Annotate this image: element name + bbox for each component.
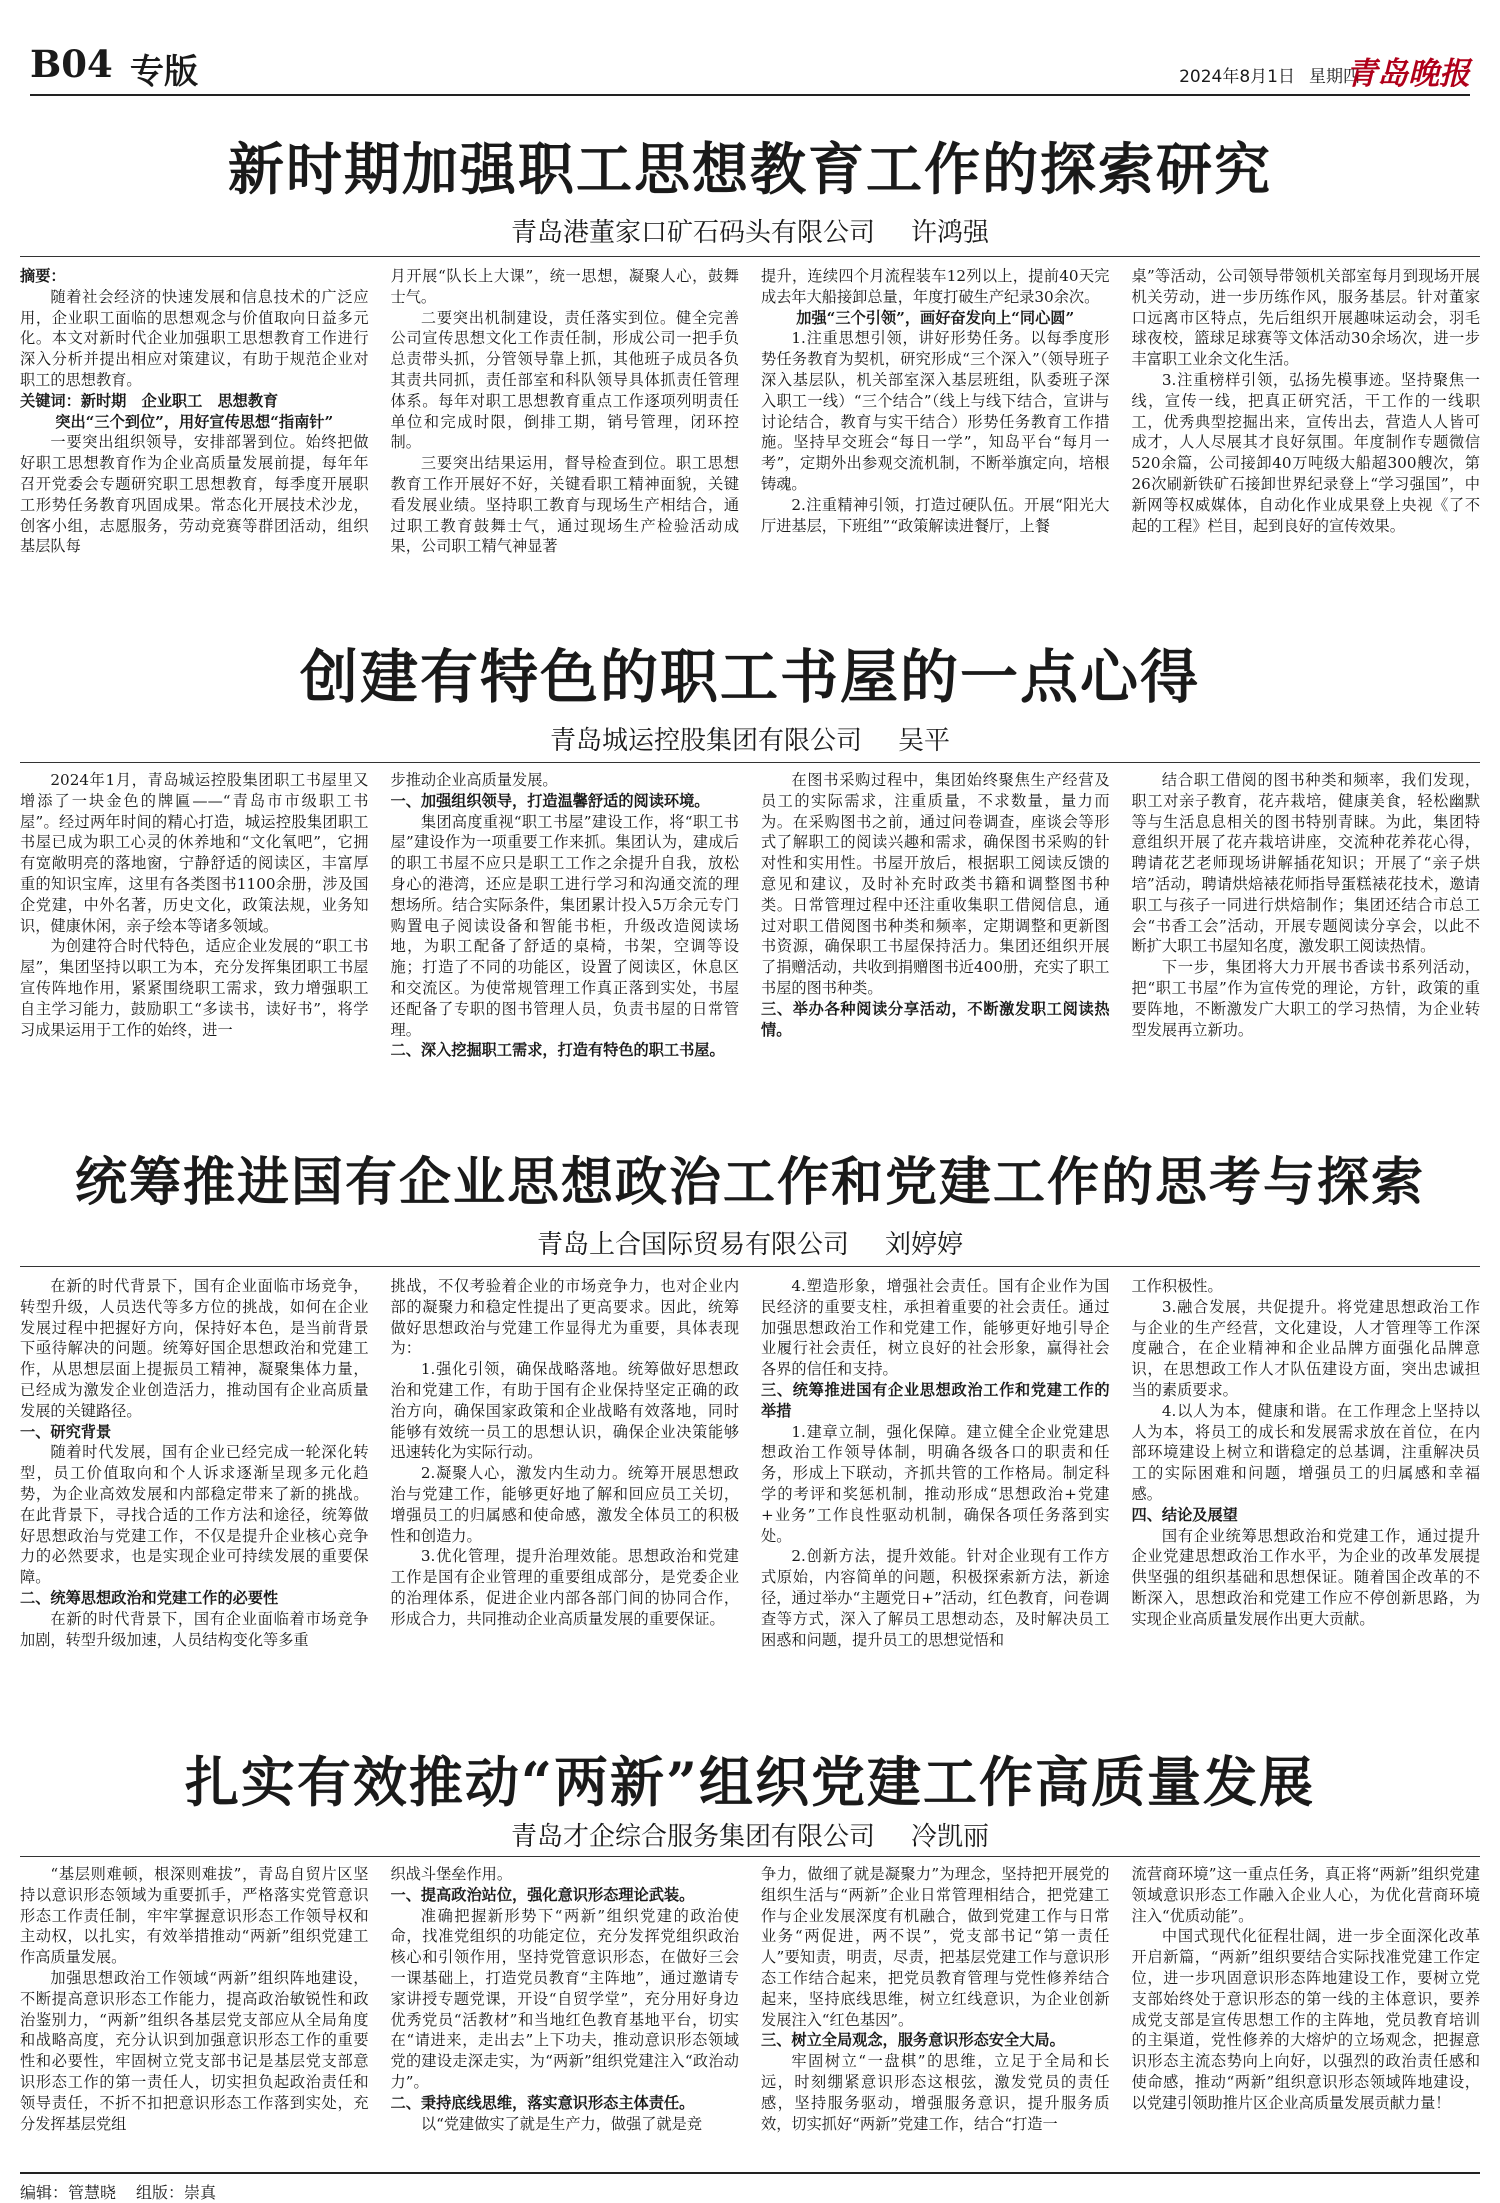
paragraph: 1.强化引领，确保战略落地。统筹做好思想政治和党建工作，有助于国有企业保持坚定正确的政治方向，确保国家政策和企业战略有效落地，同时能够有效统一员工的思想认识，确保企业决策能够迅速转化为实际行动。 [390, 1360, 739, 1462]
paragraph: 4.塑造形象，增强社会责任。国有企业作为国民经济的重要支柱，承担着重要的社会责任。通过加强思想政治工作和党建工作，能够更好地引导企业履行社会责任，树立良好的社会形象，赢得社会各界的信任和支持。 [761, 1277, 1110, 1379]
paragraph: 桌”等活动，公司领导带领机关部室每月到现场开展机关劳动，进一步历练作风，服务基层。针对董家口远离市区特点，先后组织开展趣味运动会，羽毛球夜校，篮球足球赛等文体活动30余场次，进一步丰富职工业余文化生活。 [1131, 267, 1480, 369]
article-1-author: 许鸿强 [911, 218, 990, 248]
article-2-column-2 [391, 770, 740, 1066]
subheading: 二、深入挖掘职工需求，打造有特色的职工书屋。 [390, 1041, 725, 1060]
page-code: B04 [30, 42, 113, 86]
article-1-byline [0, 212, 1500, 249]
paragraph: 1.建章立制，强化保障。建立健全企业党建思想政治工作领导体制，明确各级各口的职责和任务，形成上下联动，齐抓共管的工作格局。制定科学的考评和奖惩机制，推动形成“思想政治+党建+业务”工作良性驱动机制，确保各项任务落到实处。 [761, 1422, 1110, 1545]
article-3-rule [20, 1266, 1480, 1267]
paragraph: 国有企业统筹思想政治和党建工作，通过提升企业党建思想政治工作水平，为企业的改革发展提供坚强的组织基础和思想保证。随着国企改革的不断深入，思想政治和党建工作应不停创新思路，为实现企业高质量发展作出更大贡献。 [1131, 1526, 1480, 1628]
paragraph: 3.融合发展，共促提升。将党建思想政治工作与企业的生产经营，文化建设，人才管理等工作深度融合，在企业精神和企业品牌方面强化品牌意识，在思想政工作人才队伍建设方面，突出忠诚担当的素质要求。 [1131, 1297, 1480, 1399]
article-4-title: 扎实有效推动“两新”组织党建工作高质量发展 [184, 1750, 1316, 1814]
article-4-body [20, 1864, 1480, 2164]
paragraph: 工作积极性。 [1131, 1277, 1223, 1295]
paragraph: 在图书采购过程中，集团始终聚焦生产经营及员工的实际需求，注重质量，不求数量，量力而为。在采购图书之前，通过问卷调查，座谈会等形式了解职工的阅读兴趣和需求，确保图书采购的针对性和实用性。书屋开放后，根据职工阅读反馈的意见和建议，及时补充时政类书籍和调整图书种类。日常管理过程中还注重收集职工借阅信息，通过对职工借阅图书种类和频率，定期调整和更新图书资源，确保职工书屋保持活力。集团还组织开展了捐赠活动，共收到捐赠图书近400册，充实了职工书屋的图书种类。 [761, 771, 1110, 997]
article-2-rule [20, 762, 1480, 763]
article-1-column-2 [391, 266, 740, 562]
paragraph: 争力，做细了就是凝聚力”为理念，坚持把开展党的组织生活与“两新”企业日常管理相结合，把党建工作与企业发展深度有机融合，做到党建工作与日常业务“两促进，两不误”，党支部书记“第一责任人”要知责，明责，尽责，把基层党建工作与意识形态工作结合起来，把党员教育管理与党性修养结合起来，坚持底线思维，树立红线意识，为企业创新发展注入“红色基因”。 [761, 1865, 1110, 2029]
article-1-column-3 [761, 266, 1110, 562]
article-4-column-3 [761, 1864, 1110, 2164]
paragraph: 步推动企业高质量发展。 [390, 771, 558, 789]
article-3-body [20, 1276, 1480, 1714]
article-3-column-4 [1132, 1276, 1481, 1714]
paragraph: 2.凝聚人心，激发内生动力。统筹开展思想政治与党建工作，能够更好地了解和回应员工关切，增强员工的归属感和使命感，激发全体员工的积极性和创造力。 [390, 1464, 739, 1545]
paragraph: 在新的时代背景下，国有企业面临市场竞争，转型升级，人员迭代等多方位的挑战，如何在企业发展过程中把握好方向，保持好本色，是当前背景下亟待解决的问题。统筹好国企思想政治和党建工作，从思想层面上提振员工精神，凝聚集体力量，已经成为激发企业创造活力，推动国有企业高质量发展的关键路径。 [20, 1277, 369, 1420]
article-3-column-3 [761, 1276, 1110, 1714]
article-4-column-1 [20, 1864, 369, 2164]
paragraph: 摘要： [20, 267, 66, 285]
article-1-company: 青岛港董家口矿石码头有限公司 [510, 218, 875, 248]
article-1-rule [20, 256, 1480, 257]
section-name: 专版 [130, 52, 198, 92]
article-1-title: 新时期加强职工思想教育工作的探索研究 [228, 137, 1272, 203]
article-2-byline [0, 720, 1500, 757]
article-2-company: 青岛城运控股集团有限公司 [549, 726, 862, 756]
article-4-rule [20, 1856, 1480, 1857]
subheading: 一、提高政治站位，强化意识形态理论武装。 [390, 1885, 695, 1904]
subheading: 加强“三个引领”，画好奋发向上“同心圆” [796, 308, 1075, 327]
paragraph: 下一步，集团将大力开展书香读书系列活动，把“职工书屋”作为宣传党的理论，方针，政策的重要阵地，不断激发广大职工的学习热情，为企业转型发展再立新功。 [1131, 958, 1480, 1039]
paragraph: 以“党建做实了就是生产力，做强了就是竞 [420, 2114, 703, 2133]
paragraph: 在新的时代背景下，国有企业面临着市场竞争加剧，转型升级加速，人员结构变化等多重 [20, 1609, 369, 1649]
paragraph: 加强思想政治工作领域“两新”组织阵地建设，不断提高意识形态工作能力，提高政治敏锐性和政治鉴别力，“两新”组织各基层党支部应从全局角度和战略高度，充分认识到加强意识形态工作的重要性和必要性，牢固树立党支部书记是基层党支部意识形态工作的第一责任人，切实担负起政治责任和领导责任，不折不扣把意识形态工作落到实处，充分发挥基层党组 [20, 1968, 369, 2133]
page-header [30, 34, 1470, 96]
article-4-column-4 [1132, 1864, 1481, 2164]
paragraph: 随着时代发展，国有企业已经完成一轮深化转型，员工价值取向和个人诉求逐渐呈现多元化趋势，为企业高效发展和内部稳定带来了新的挑战。在此背景下，寻找合适的工作方法和途径，统筹做好思想政治与党建工作，不仅是提升企业核心竞争力的必然要求，也是实现企业可持续发展的重要保障。 [20, 1443, 369, 1587]
newspaper-logo: 青岛晚报 [1346, 56, 1470, 92]
paragraph: 流营商环境”这一重点任务，真正将“两新”组织党建领域意识形态工作融入企业人心，为优化营商环境注入“优质动能”。 [1131, 1865, 1480, 1925]
article-4-column-2 [391, 1864, 740, 2164]
article-3-author: 刘婷婷 [885, 1230, 964, 1260]
article-2-title: 创建有特色的职工书屋的一点心得 [299, 643, 1200, 711]
article-2-body [20, 770, 1480, 1066]
article-3-column-2 [391, 1276, 740, 1714]
issue-date: 2024年8月1日 [1179, 67, 1295, 87]
paragraph: 一要突出组织领导，安排部署到位。始终把做好职工思想教育作为企业高质量发展前提，每年年召开党委会专题研究职工思想教育，每季度开展职工形势任务教育巩固成果。常态化开展技术沙龙，创客小组，志愿服务，劳动竞赛等群团活动，组织基层队每 [20, 433, 369, 556]
paragraph: 3.注重榜样引领，弘扬先模事迹。坚持聚焦一线，宣传一线，把真正研究活，干工作的一线职工，优秀典型挖掘出来，宣传出去，营造人人皆可成才，人人尽展其才良好氛围。年度制作专题微信520余篇，公司接卸40万吨级大船超300艘次，第26次刷新铁矿石接卸世界纪录登上“学习强国”，中新网等权威媒体，自动化作业成果登上央视《了不起的工程》栏目，起到良好的宣传效果。 [1131, 370, 1480, 535]
article-2-column-3 [761, 770, 1110, 1066]
article-2-column-1 [20, 770, 369, 1066]
article-3-column-1 [20, 1276, 369, 1714]
paragraph: “基层则难顿，根深则难拔”，青岛自贸片区坚持以意识形态领域为重要抓手，严格落实党管意识形态工作责任制，牢牢掌握意识形态工作领导权和主动权，以扎实，有效举措推动“两新”组织党建工作高质量发展。 [20, 1865, 369, 1967]
paragraph: 牢固树立“一盘棋”的思维，立足于全局和长远，时刻绷紧意识形态这根弦，激发党员的责任感，坚持服务驱动，增强服务意识，提升服务质效，切实抓好“两新”党建工作，结合“打造一 [761, 2052, 1110, 2133]
paragraph: 中国式现代化征程壮阔，进一步全面深化改革开启新篇，“两新”组织要结合实际找准党建工作定位，进一步巩固意识形态阵地建设工作，要树立党支部始终处于意识形态的第一线的主体意识，要养成党支部是宣传思想工作的主阵地，党员教育培训的主渠道，党性修养的大熔炉的立场观念，把握意识形态主流态势向上向好，以强烈的政治责任感和使命感，推动“两新”组织意识形态领域阵地建设，以党建引领助推片区企业高质量发展贡献力量！ [1131, 1927, 1480, 2112]
editor-credit: 编辑：管慧晓 [20, 2183, 117, 2202]
subheading: 四、结论及展望 [1131, 1505, 1238, 1524]
paragraph: 2.注重精神引领，打造过硬队伍。开展“阳光大厅进基层，下班组”“政策解读进餐厅，上餐 [761, 495, 1110, 535]
subheading: 二、秉持底线思维，落实意识形态主体责任。 [390, 2093, 695, 2112]
paragraph: 为创建符合时代特色，适应企业发展的“职工书屋”，集团坚持以职工为本，充分发挥集团职工书屋宣传阵地作用，紧紧围绕职工需求，致力增强职工自主学习能力，鼓励职工“多读书，读好书”，将学习成果运用于工作的始终，进一 [20, 937, 369, 1039]
paragraph: 挑战，不仅考验着企业的市场竞争力，也对企业内部的凝聚力和稳定性提出了更高要求。因此，统筹做好思想政治与党建工作显得尤为重要，具体表现为： [390, 1277, 739, 1358]
article-2-author: 吴平 [898, 726, 951, 756]
paragraph: 随着社会经济的快速发展和信息技术的广泛应用，企业职工面临的思想观念与价值取向日益多元化。本文对新时代企业加强职工思想教育工作进行深入分析并提出相应对策建议，有助于规范企业对职工的思想教育。 [20, 287, 369, 389]
paragraph: 织战斗堡垒作用。 [390, 1865, 512, 1883]
paragraph: 3.优化管理，提升治理效能。思想政治和党建工作是国有企业管理的重要组成部分，是党委企业的治理体系，促进企业内部各部门间的协同合作，形成合力，共同推动企业高质量发展的重要保证。 [390, 1547, 739, 1628]
subheading: 一、加强组织领导，打造温馨舒适的阅读环境。 [390, 791, 710, 810]
paragraph: 集团高度重视“职工书屋”建设工作，将“职工书屋”建设作为一项重要工作来抓。集团认为，建成后的职工书屋不应只是职工工作之余提升自我，放松身心的港湾，还应是职工进行学习和沟通交流的理想场所。结合实际条件，集团累计投入5万余元专门购置电子阅读设备和智能书柜，升级改造阅读场地，为职工配备了舒适的桌椅，书架，空调等设施；打造了不同的功能区，设置了阅读区，休息区和交流区。为使常规管理工作真正落到实处，书屋还配备了专职的图书管理人员，负责书屋的日常管理。 [390, 812, 739, 1039]
subheading: 三、举办各种阅读分享活动，不断激发职工阅读热情。 [761, 999, 1110, 1039]
paragraph: 4.以人为本，健康和谐。在工作理念上坚持以人为本，将员工的成长和发展需求放在首位，在内部环境建设上树立和谐稳定的总基调，注重解决员工的实际困难和问题，增强员工的归属感和幸福感。 [1131, 1401, 1480, 1503]
article-2-column-4 [1132, 770, 1481, 1066]
article-4-company: 青岛才企综合服务集团有限公司 [510, 1822, 875, 1852]
page-footer [20, 2172, 1480, 2203]
subheading: 三、树立全局观念，服务意识形态安全大局。 [761, 2031, 1065, 2050]
issue-weekday: 星期四 [1309, 67, 1360, 87]
paragraph: 1.注重思想引领，讲好形势任务。以每季度形势任务教育为契机，研究形成“三个深入”（领导班子深入基层队，机关部室深入基层班组，队委班子深入职工一线）“三个结合”（线上与线下结合，宣讲与讨论结合，教育与实干结合）形势任务教育工作措施。坚持早交班会“每日一学”，知岛平台“每月一考”，定期外出参观交流机制，不断举旗定向，培根铸魂。 [761, 329, 1110, 493]
subheading: 一、研究背景 [20, 1422, 112, 1441]
paragraph: 三要突出结果运用，督导检查到位。职工思想教育工作开展好不好，关键看职工精神面貌，关键看发展业绩。坚持职工教育与现场生产相结合，通过职工教育鼓舞士气，通过现场生产检验活动成果，公司职工精气神显著 [390, 454, 739, 556]
article-3-title: 统筹推进国有企业思想政治工作和党建工作的思考与探索 [74, 1152, 1425, 1213]
article-3-byline [0, 1224, 1500, 1261]
paragraph: 提升，连续四个月流程装车12列以上，提前40天完成去年大船接卸总量，年度打破生产纪录30余次。 [761, 267, 1110, 306]
article-1-column-4 [1132, 266, 1481, 562]
paragraph: 准确把握新形势下“两新”组织党建的政治使命，找准党组织的功能定位，充分发挥党组织政治核心和引领作用，坚持党管意识形态，在做好三会一课基础上，打造党员教育“主阵地”，通过邀请专家讲授专题党课，开设“自贸学堂”，充分用好身边优秀党员“活教材”和当地红色教育基地平台，切实在“请进来，走出去”上下功夫，推动意识形态领域党的建设走深走实，为“两新”组织党建注入“政治动力”。 [390, 1906, 739, 2091]
paragraph: 2.创新方法，提升效能。针对企业现有工作方式原始，内容简单的问题，积极探索新方法，新途径，通过举办“主题党日+”活动，红色教育，问卷调查等方式，深入了解员工思想动态，及时解决员工困惑和问题，提升员工的思想觉悟和 [761, 1547, 1110, 1649]
article-4-author: 冷凯丽 [911, 1822, 990, 1852]
paragraph: 月开展“队长上大课”，统一思想，凝聚人心，鼓舞士气。 [390, 267, 739, 306]
paragraph: 二要突出机制建设，责任落实到位。健全完善公司宣传思想文化工作责任制，形成公司一把手负总责带头抓，分管领导靠上抓，其他班子成员各负其责共同抓，责任部室和科队领导具体抓责任管理体系。每年对职工思想教育重点工作逐项列明责任单位和完成时限，倒排工期，销号管理，闭环控制。 [390, 308, 739, 452]
article-3-company: 青岛上合国际贸易有限公司 [536, 1230, 849, 1260]
layout-credit: 组版：崇真 [136, 2183, 217, 2202]
subheading: 突出“三个到位”，用好宣传思想“指南针” [55, 412, 334, 431]
subheading: 三、统筹推进国有企业思想政治工作和党建工作的举措 [761, 1380, 1110, 1420]
paragraph: 结合职工借阅的图书种类和频率，我们发现，职工对亲子教育，花卉栽培，健康美食，轻松幽默等与生活息息相关的图书特别青睐。为此，集团特意组织开展了花卉栽培讲座，交流种花养花心得，聘请花艺老师现场讲解插花知识；开展了“亲子烘培”活动，聘请烘焙裱花师指导蛋糕裱花技术，邀请职工与孩子一同进行烘焙制作；集团还结合市总工会“书香工会”活动，开展专题阅读分享会，以此不断扩大职工书屋知名度，激发职工阅读热情。 [1131, 771, 1480, 956]
paragraph: 关键词：新时期 企业职工 思想教育 [20, 391, 279, 410]
subheading: 二、统筹思想政治和党建工作的必要性 [20, 1588, 279, 1607]
article-1-column-1 [20, 266, 369, 562]
article-4-byline [0, 1816, 1500, 1853]
paragraph: 2024年1月，青岛城运控股集团职工书屋里又增添了一块金色的牌匾——“青岛市市级职工书屋”。经过两年时间的精心打造，城运控股集团职工书屋已成为职工心灵的休养地和“文化氧吧”，它拥有宽敞明亮的落地窗，宁静舒适的阅读区，丰富厚重的知识宝库，这里有各类图书1100余册，涉及国企党建，中外名著，历史文化，政策法规，业务知识，健康休闲，亲子绘本等诸多领域。 [20, 771, 369, 935]
article-1-body [20, 266, 1480, 562]
